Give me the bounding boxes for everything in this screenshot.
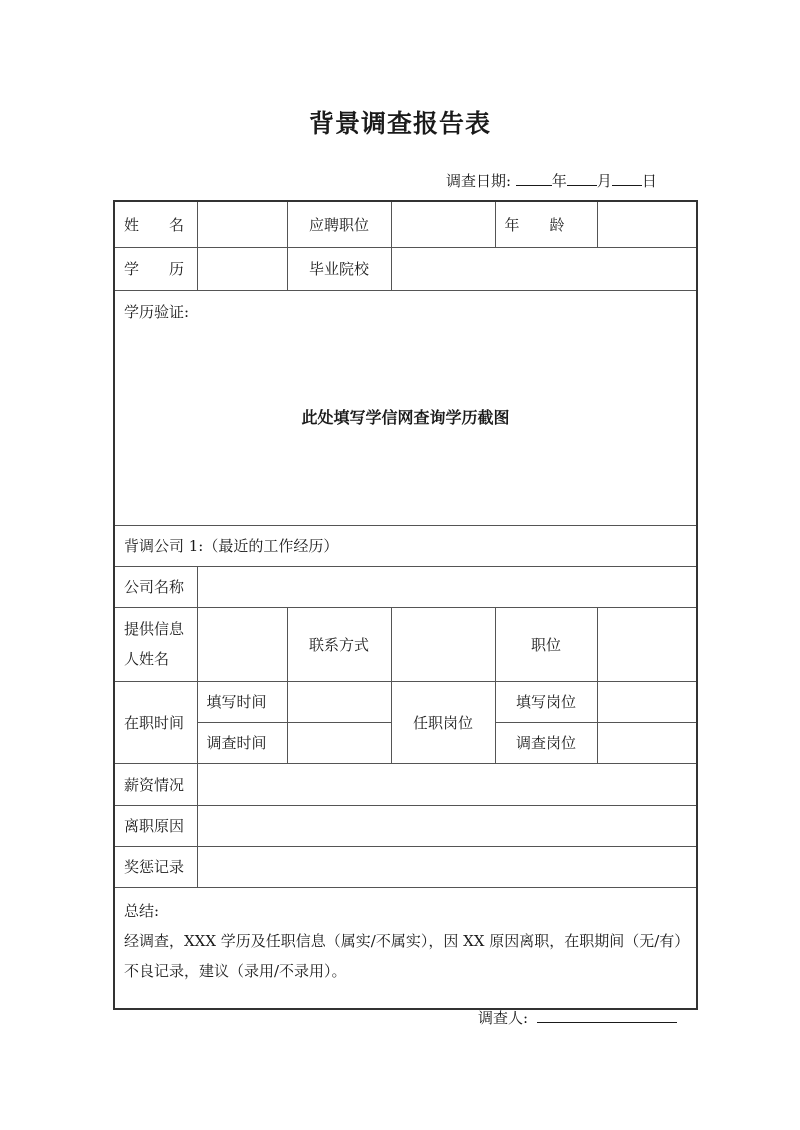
fill-time-label: 填写时间 xyxy=(197,681,287,722)
position-label: 应聘职位 xyxy=(287,201,391,247)
leave-reason-label: 离职原因 xyxy=(114,805,197,846)
summary-text: 经调查，XXX 学历及任职信息（属实/不属实），因 XX 原因离职，在职期间（无/有）不良记录，建议（录用/不录用）。 xyxy=(124,931,690,980)
year-label: 年 xyxy=(551,172,567,190)
age-cell[interactable] xyxy=(597,201,697,247)
year-blank[interactable] xyxy=(516,171,552,186)
leave-reason-cell[interactable] xyxy=(197,805,697,846)
reward-cell[interactable] xyxy=(197,846,697,887)
name-label: 姓 名 xyxy=(114,201,197,247)
salary-label: 薪资情况 xyxy=(114,763,197,805)
post-cell[interactable] xyxy=(597,607,697,681)
verify-placeholder: 此处填写学信网查询学历截图 xyxy=(301,407,510,427)
education-cell[interactable] xyxy=(197,247,287,290)
education-label: 学 历 xyxy=(114,247,197,290)
position-cell[interactable] xyxy=(391,201,495,247)
name-cell[interactable] xyxy=(197,201,287,247)
school-cell[interactable] xyxy=(391,247,697,290)
day-label: 日 xyxy=(641,172,657,190)
role-label: 任职岗位 xyxy=(391,681,495,763)
salary-cell[interactable] xyxy=(197,763,697,805)
day-blank[interactable] xyxy=(612,171,642,186)
month-blank[interactable] xyxy=(567,171,597,186)
reward-label: 奖惩记录 xyxy=(114,846,197,887)
contact-cell[interactable] xyxy=(391,607,495,681)
date-label: 调查日期: xyxy=(446,172,512,190)
check-time-label: 调查时间 xyxy=(197,722,287,763)
survey-date xyxy=(446,170,657,191)
month-label: 月 xyxy=(596,172,612,190)
fill-time-cell[interactable] xyxy=(287,681,391,722)
contact-label: 联系方式 xyxy=(287,607,391,681)
check-post-label: 调查岗位 xyxy=(495,722,597,763)
investigator-blank[interactable] xyxy=(537,1008,677,1023)
informant-cell[interactable] xyxy=(197,607,287,681)
summary-cell[interactable] xyxy=(114,887,697,1009)
education-verification[interactable] xyxy=(114,290,697,525)
investigator xyxy=(478,1007,677,1028)
page-title: 背景调查报告表 xyxy=(308,109,491,138)
post-label: 职位 xyxy=(495,607,597,681)
company-name-label: 公司名称 xyxy=(114,566,197,607)
tenure-label: 在职时间 xyxy=(114,681,197,763)
informant-label: 提供信息人姓名 xyxy=(114,607,197,681)
fill-post-cell[interactable] xyxy=(597,681,697,722)
verify-label: 学历验证: xyxy=(124,302,190,321)
company-header: 背调公司 1:（最近的工作经历） xyxy=(114,525,697,566)
summary-label: 总结: xyxy=(124,901,160,920)
investigator-label: 调查人: xyxy=(478,1009,529,1027)
company-name-cell[interactable] xyxy=(197,566,697,607)
fill-post-label: 填写岗位 xyxy=(495,681,597,722)
check-post-cell[interactable] xyxy=(597,722,697,763)
school-label: 毕业院校 xyxy=(287,247,391,290)
background-check-form xyxy=(113,200,698,1010)
age-label: 年 龄 xyxy=(495,201,597,247)
check-time-cell[interactable] xyxy=(287,722,391,763)
